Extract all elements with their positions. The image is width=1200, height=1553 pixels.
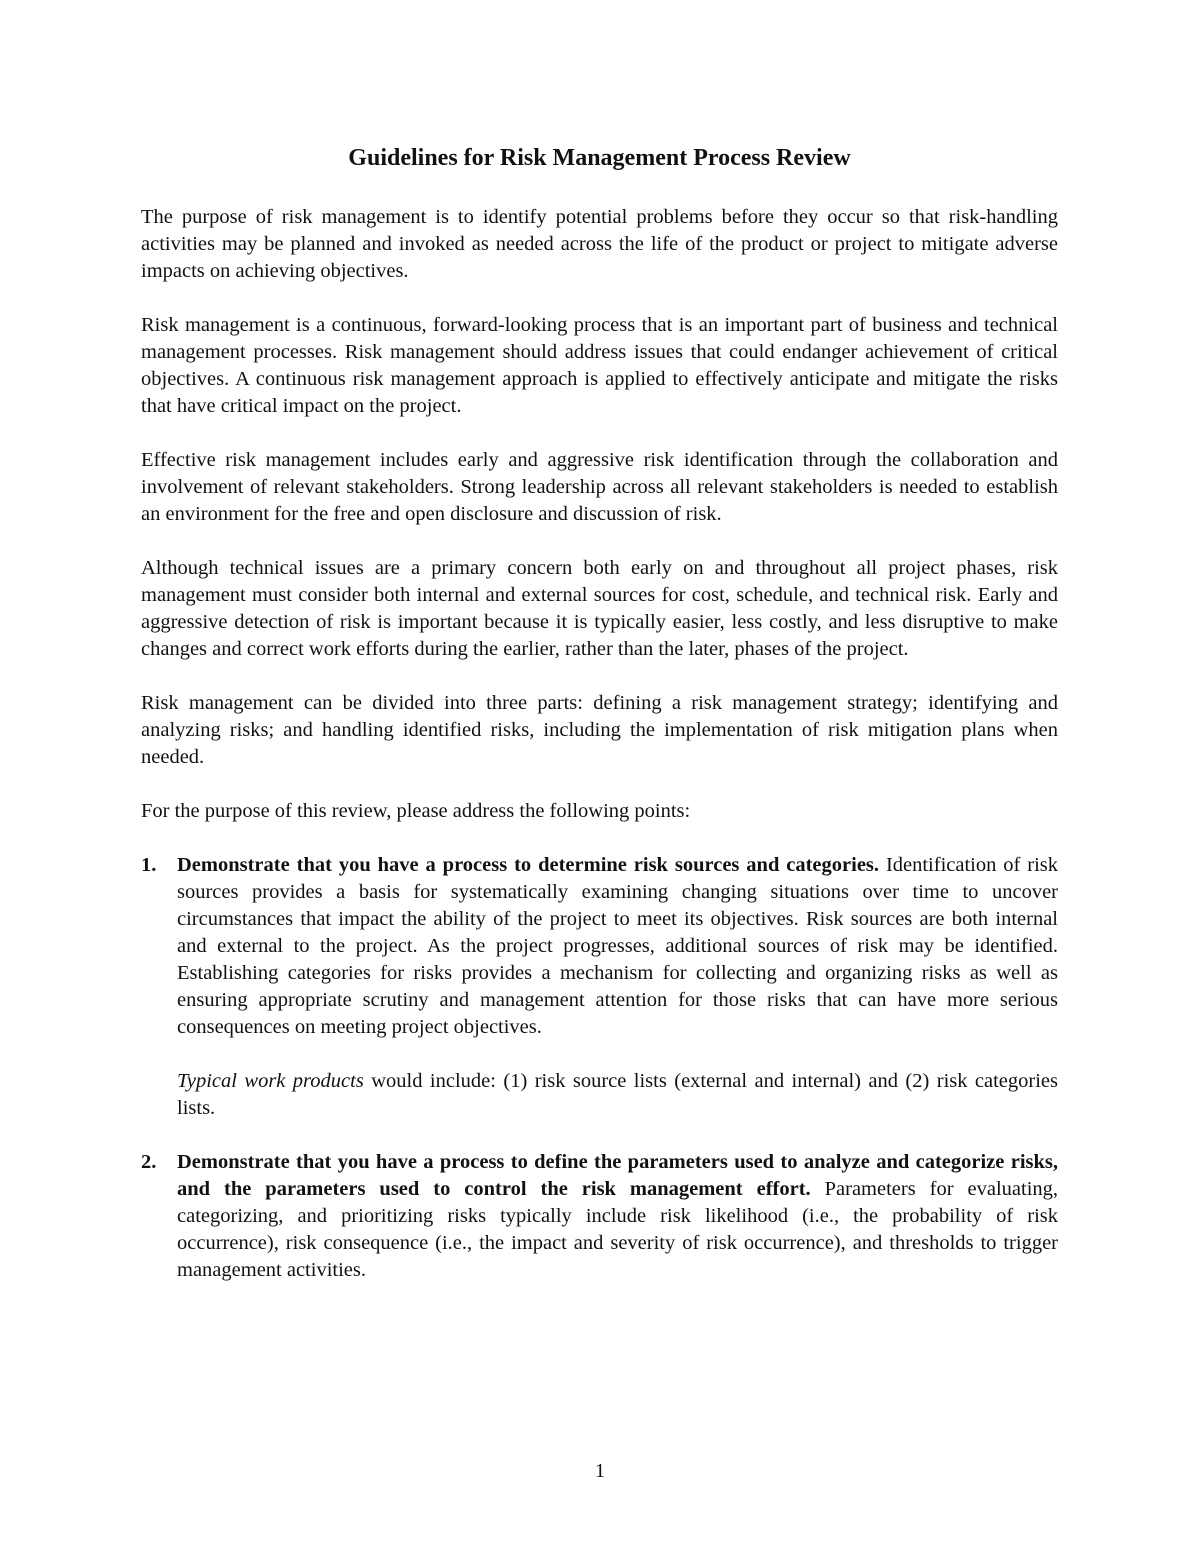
paragraph-effective-risk-management: Effective risk management includes early and aggressive risk identification through the collaboration and involvement of relevant stakeholders. Strong leadership across all relevant stakeholders is needed to establish an environment for the free and open disclosure and discussion of risk. <box>141 449 1058 525</box>
list-item-heading: Demonstrate that you have a process to determine risk sources and categories. <box>177 854 880 876</box>
list-item-text: Identification of risk sources provides a basis for systematically examining changing situations over time to uncover circumstances that impact the ability of the project to meet its objectives. Risk sources are both internal and external to the project. As the project progresses, additional sources of risk may be identified. Establishing categories for risks provides a mechanism for collecting and organizing risks as well as ensuring appropriate scrutiny and management attention for those risks that can have more serious consequences on meeting project objectives. <box>177 854 1058 1038</box>
paragraph-review-intro: For the purpose of this review, please address the following points: <box>141 800 691 822</box>
work-products-text: would include: (1) risk source lists (external and internal) and (2) risk categories lists. <box>177 1070 1058 1119</box>
list-item <box>141 1149 1058 1284</box>
paragraph-purpose: The purpose of risk management is to identify potential problems before they occur so that risk-handling activities may be planned and invoked as needed across the life of the product or project to mitigate adverse impacts on achieving objectives. <box>141 206 1058 282</box>
paragraph-continuous-process: Risk management is a continuous, forward-looking process that is an important part of business and technical management processes. Risk management should address issues that could endanger achievement of critical objectives. A continuous risk management approach is applied to effectively anticipate and mitigate the risks that have critical impact on the project. <box>141 314 1058 417</box>
list-item-number: 1. <box>141 854 157 876</box>
list-item-heading: Demonstrate that you have a process to define the parameters used to analyze and categorize risks, and the parameters used to control the risk management effort. <box>177 1151 1058 1200</box>
list-item-text: Parameters for evaluating, categorizing, and prioritizing risks typically include risk likelihood (i.e., the probability of risk occurrence), risk consequence (i.e., the impact and severity of risk occurrence), and thresholds to trigger management activities. <box>177 1178 1059 1281</box>
work-products-label: Typical work products <box>177 1070 364 1092</box>
paragraph-technical-issues: Although technical issues are a primary concern both early on and throughout all project phases, risk management must consider both internal and external sources for cost, schedule, and technical risk. Early and aggressive detection of risk is important because it is typically easier, less costly, and less disruptive to make changes and correct work efforts during the earlier, rather than the later, phases of the project. <box>141 557 1058 660</box>
work-products-note <box>177 1068 1058 1122</box>
paragraph-three-parts: Risk management can be divided into three parts: defining a risk management strategy; identifying and analyzing risks; and handling identified risks, including the implementation of risk mitigation plans when needed. <box>141 692 1058 768</box>
list-item <box>141 852 1058 1122</box>
document-body <box>141 204 1058 1311</box>
list-item-number: 2. <box>141 1151 157 1173</box>
page-number: 1 <box>594 1460 606 1482</box>
document-title: Guidelines for Risk Management Process Review <box>348 145 851 171</box>
review-points-list <box>141 852 1058 1284</box>
